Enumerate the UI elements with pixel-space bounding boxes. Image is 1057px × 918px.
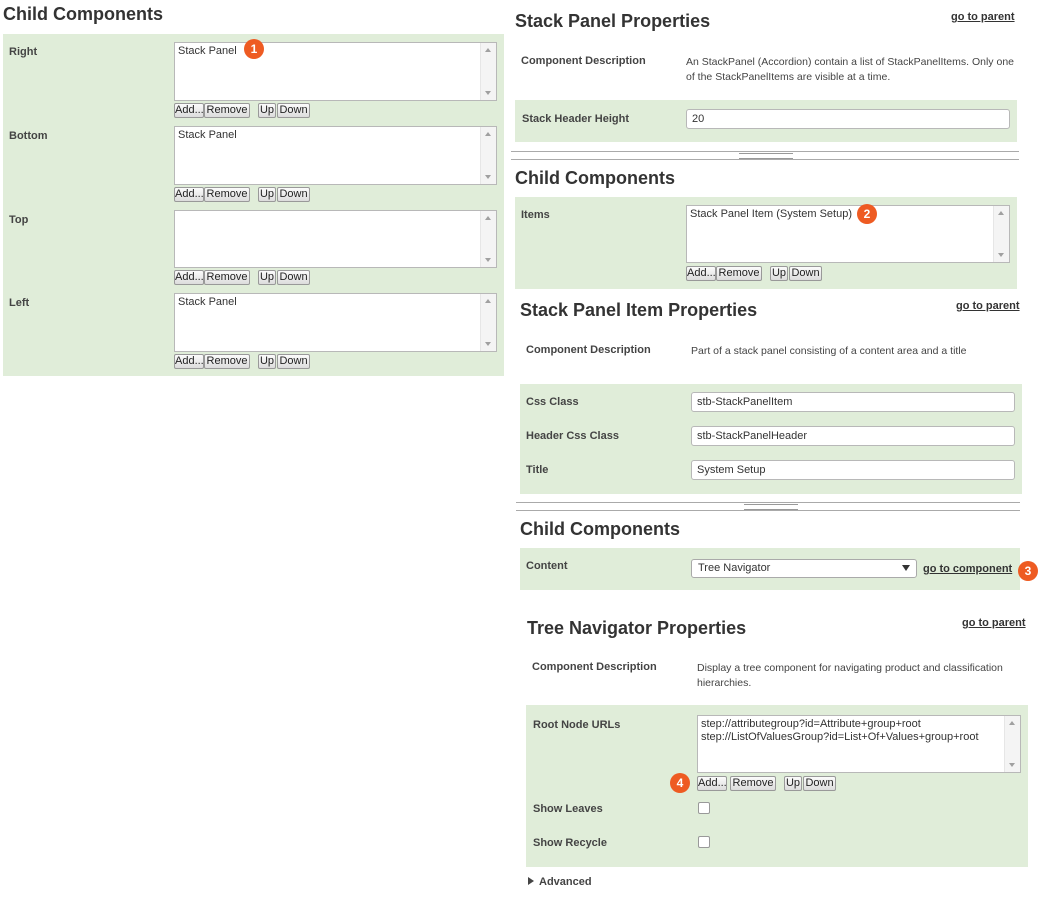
scroll-down-icon[interactable] bbox=[1009, 763, 1015, 767]
root-node-urls-label: Root Node URLs bbox=[533, 719, 621, 731]
right-components-list[interactable] bbox=[174, 42, 497, 101]
remove-button[interactable]: Remove bbox=[730, 776, 776, 791]
down-button[interactable]: Down bbox=[277, 270, 310, 285]
component-description-label: Component Description bbox=[526, 344, 651, 356]
show-leaves-checkbox[interactable] bbox=[698, 802, 710, 814]
divider bbox=[511, 151, 1019, 152]
content-select-value: Tree Navigator bbox=[698, 562, 771, 574]
component-description-label: Component Description bbox=[532, 661, 657, 673]
remove-button[interactable]: Remove bbox=[716, 266, 762, 281]
scrollbar[interactable] bbox=[480, 294, 496, 351]
row-label-right: Right bbox=[9, 46, 38, 58]
row-label-left: Left bbox=[9, 297, 30, 309]
stack-item-child-components-title: Child Components bbox=[520, 519, 680, 539]
component-description-text: Display a tree component for navigating product and classification hierarchies. bbox=[697, 662, 1003, 689]
up-button[interactable]: Up bbox=[785, 777, 801, 789]
scroll-down-icon[interactable] bbox=[485, 175, 491, 179]
up-button[interactable]: Up bbox=[771, 267, 787, 279]
bottom-components-list[interactable] bbox=[174, 126, 497, 185]
tree-navigator-properties-title: Tree Navigator Properties bbox=[527, 618, 747, 638]
up-button[interactable]: Up bbox=[259, 188, 275, 200]
content-select[interactable] bbox=[691, 559, 917, 578]
callout-badge-3: 3 bbox=[1018, 561, 1038, 581]
show-leaves-label: Show Leaves bbox=[533, 803, 603, 815]
go-to-parent-link[interactable]: go to parent bbox=[962, 617, 1026, 629]
items-list[interactable] bbox=[686, 205, 1010, 263]
add-button[interactable]: Add... bbox=[175, 104, 204, 116]
scroll-up-icon[interactable] bbox=[485, 48, 491, 52]
scrollbar[interactable] bbox=[480, 43, 496, 100]
divider bbox=[516, 502, 1020, 503]
scroll-down-icon[interactable] bbox=[485, 258, 491, 262]
scroll-up-icon[interactable] bbox=[485, 299, 491, 303]
list-item[interactable]: Stack Panel Item (System Setup) bbox=[690, 208, 853, 220]
stack-header-height-label: Stack Header Height bbox=[522, 113, 629, 125]
scrollbar[interactable] bbox=[1004, 716, 1020, 772]
list-item[interactable]: Stack Panel bbox=[178, 45, 237, 57]
row-label-bottom: Bottom bbox=[9, 130, 48, 142]
divider bbox=[511, 159, 1019, 160]
down-button[interactable]: Down bbox=[277, 354, 310, 369]
stack-panel-item-properties-title: Stack Panel Item Properties bbox=[520, 300, 758, 320]
scrollbar[interactable] bbox=[480, 211, 496, 267]
add-button[interactable]: Add... bbox=[687, 267, 716, 279]
list-item[interactable]: Stack Panel bbox=[178, 296, 237, 308]
advanced-toggle[interactable] bbox=[528, 876, 592, 888]
scroll-up-icon[interactable] bbox=[998, 211, 1004, 215]
callout-badge-4: 4 bbox=[670, 773, 690, 793]
top-components-list[interactable] bbox=[174, 210, 497, 268]
header-css-class-field[interactable]: stb-StackPanelHeader bbox=[691, 426, 1015, 446]
callout-badge-2: 2 bbox=[857, 204, 877, 224]
scroll-down-icon[interactable] bbox=[485, 342, 491, 346]
scroll-down-icon[interactable] bbox=[998, 253, 1004, 257]
expand-triangle-icon bbox=[528, 877, 534, 885]
divider bbox=[516, 510, 1020, 511]
stack-panel-child-components-title: Child Components bbox=[515, 168, 675, 188]
component-description-text: An StackPanel (Accordion) contain a list of StackPanelItems. Only one of the StackPanelItems are visible at a time. bbox=[686, 56, 1014, 83]
dropdown-arrow-icon bbox=[902, 565, 910, 571]
component-description-text: Part of a stack panel consisting of a content area and a title bbox=[691, 345, 967, 357]
scroll-up-icon[interactable] bbox=[1009, 721, 1015, 725]
go-to-parent-link[interactable]: go to parent bbox=[956, 300, 1020, 312]
items-label: Items bbox=[521, 209, 550, 221]
add-button[interactable]: Add... bbox=[698, 777, 727, 789]
scrollbar[interactable] bbox=[480, 127, 496, 184]
component-description-label: Component Description bbox=[521, 55, 646, 67]
stack-panel-properties-title: Stack Panel Properties bbox=[515, 11, 711, 31]
up-button[interactable]: Up bbox=[259, 355, 275, 367]
show-recycle-label: Show Recycle bbox=[533, 837, 607, 849]
remove-button[interactable]: Remove bbox=[204, 187, 250, 202]
add-button[interactable]: Add... bbox=[175, 188, 204, 200]
show-recycle-checkbox[interactable] bbox=[698, 836, 710, 848]
content-label: Content bbox=[526, 560, 568, 572]
row-label-top: Top bbox=[9, 214, 29, 226]
down-button[interactable]: Down bbox=[277, 103, 310, 118]
up-button[interactable]: Up bbox=[259, 104, 275, 116]
remove-button[interactable]: Remove bbox=[204, 103, 250, 118]
go-to-parent-link[interactable]: go to parent bbox=[951, 11, 1015, 23]
down-button[interactable]: Down bbox=[277, 187, 310, 202]
left-child-components-title: Child Components bbox=[3, 4, 163, 24]
css-class-field[interactable]: stb-StackPanelItem bbox=[691, 392, 1015, 412]
add-button[interactable]: Add... bbox=[175, 271, 204, 283]
add-button[interactable]: Add... bbox=[175, 355, 204, 367]
advanced-label: Advanced bbox=[539, 876, 592, 888]
css-class-label: Css Class bbox=[526, 396, 579, 408]
callout-badge-1: 1 bbox=[244, 39, 264, 59]
scroll-up-icon[interactable] bbox=[485, 132, 491, 136]
list-item[interactable]: step://ListOfValuesGroup?id=List+Of+Values+group+root bbox=[701, 731, 979, 743]
down-button[interactable]: Down bbox=[803, 776, 836, 791]
scroll-down-icon[interactable] bbox=[485, 91, 491, 95]
list-item[interactable]: Stack Panel bbox=[178, 129, 237, 141]
left-components-list[interactable] bbox=[174, 293, 497, 352]
remove-button[interactable]: Remove bbox=[204, 270, 250, 285]
title-field[interactable]: System Setup bbox=[691, 460, 1015, 480]
stack-header-height-field[interactable]: 20 bbox=[686, 109, 1010, 129]
list-item[interactable]: step://attributegroup?id=Attribute+group+root bbox=[701, 718, 921, 730]
up-button[interactable]: Up bbox=[259, 271, 275, 283]
go-to-component-link[interactable]: go to component bbox=[923, 563, 1013, 575]
remove-button[interactable]: Remove bbox=[204, 354, 250, 369]
title-label: Title bbox=[526, 464, 549, 476]
scrollbar[interactable] bbox=[993, 206, 1009, 262]
root-node-urls-list[interactable] bbox=[697, 715, 1021, 773]
down-button[interactable]: Down bbox=[789, 266, 822, 281]
header-css-class-label: Header Css Class bbox=[526, 430, 619, 442]
scroll-up-icon[interactable] bbox=[485, 216, 491, 220]
